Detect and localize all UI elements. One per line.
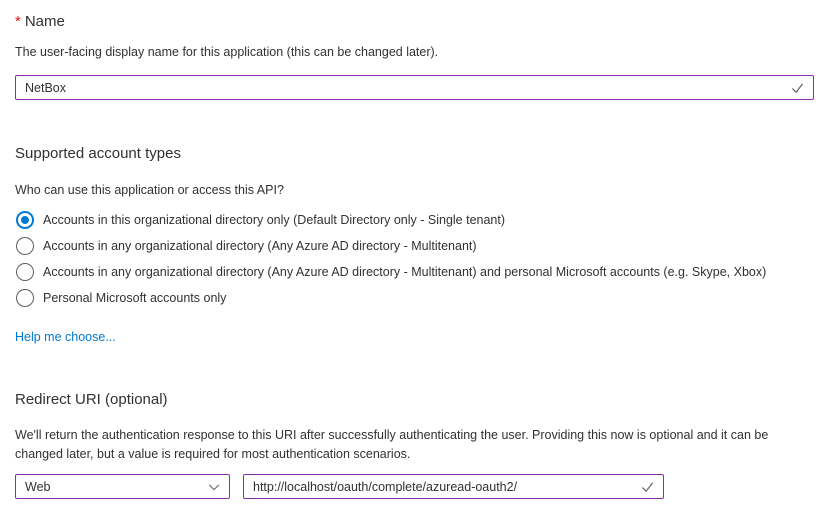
- radio-button-icon[interactable]: [16, 237, 34, 255]
- radio-option-multitenant[interactable]: Accounts in any organizational directory (Any Azure AD directory - Multitenant): [15, 233, 814, 259]
- platform-select-value: Web: [25, 479, 51, 494]
- radio-button-icon[interactable]: [16, 263, 34, 281]
- platform-select[interactable]: [15, 474, 230, 499]
- name-field: [15, 75, 814, 100]
- help-me-choose-link[interactable]: Help me choose...: [15, 330, 116, 344]
- account-types-title: Supported account types: [15, 145, 181, 162]
- account-type-radio-group: [15, 207, 814, 311]
- name-description: The user-facing display name for this application (this can be changed later).: [15, 45, 439, 59]
- redirect-uri-controls: [15, 474, 814, 499]
- radio-option-personal-only[interactable]: Personal Microsoft accounts only: [15, 285, 814, 311]
- required-asterisk: *: [15, 13, 21, 30]
- redirect-uri-description: We'll return the authentication response to this URI after successfully authenticating the user. Providing this now is optional and it can be changed later, but a value is required for most authentication scenarios.: [15, 428, 769, 461]
- radio-button-icon[interactable]: [16, 211, 34, 229]
- name-input[interactable]: [16, 76, 813, 99]
- account-types-question: Who can use this application or access this API?: [15, 183, 284, 197]
- name-label-text: Name: [24, 13, 65, 30]
- radio-option-multitenant-personal[interactable]: Accounts in any organizational directory (Any Azure AD directory - Multitenant) and personal Microsoft accounts (e.g. Skype, Xbox): [15, 259, 814, 285]
- name-label: [15, 12, 814, 32]
- radio-option-single-tenant[interactable]: Accounts in this organizational directory only (Default Directory only - Single tenant): [15, 207, 814, 233]
- redirect-uri-section: [15, 390, 814, 499]
- redirect-uri-field: [243, 474, 664, 499]
- chevron-down-icon: [207, 480, 221, 494]
- supported-account-types-section: [15, 144, 814, 346]
- redirect-uri-title: Redirect URI (optional): [15, 391, 168, 408]
- redirect-uri-input[interactable]: [244, 475, 663, 498]
- radio-button-icon[interactable]: [16, 289, 34, 307]
